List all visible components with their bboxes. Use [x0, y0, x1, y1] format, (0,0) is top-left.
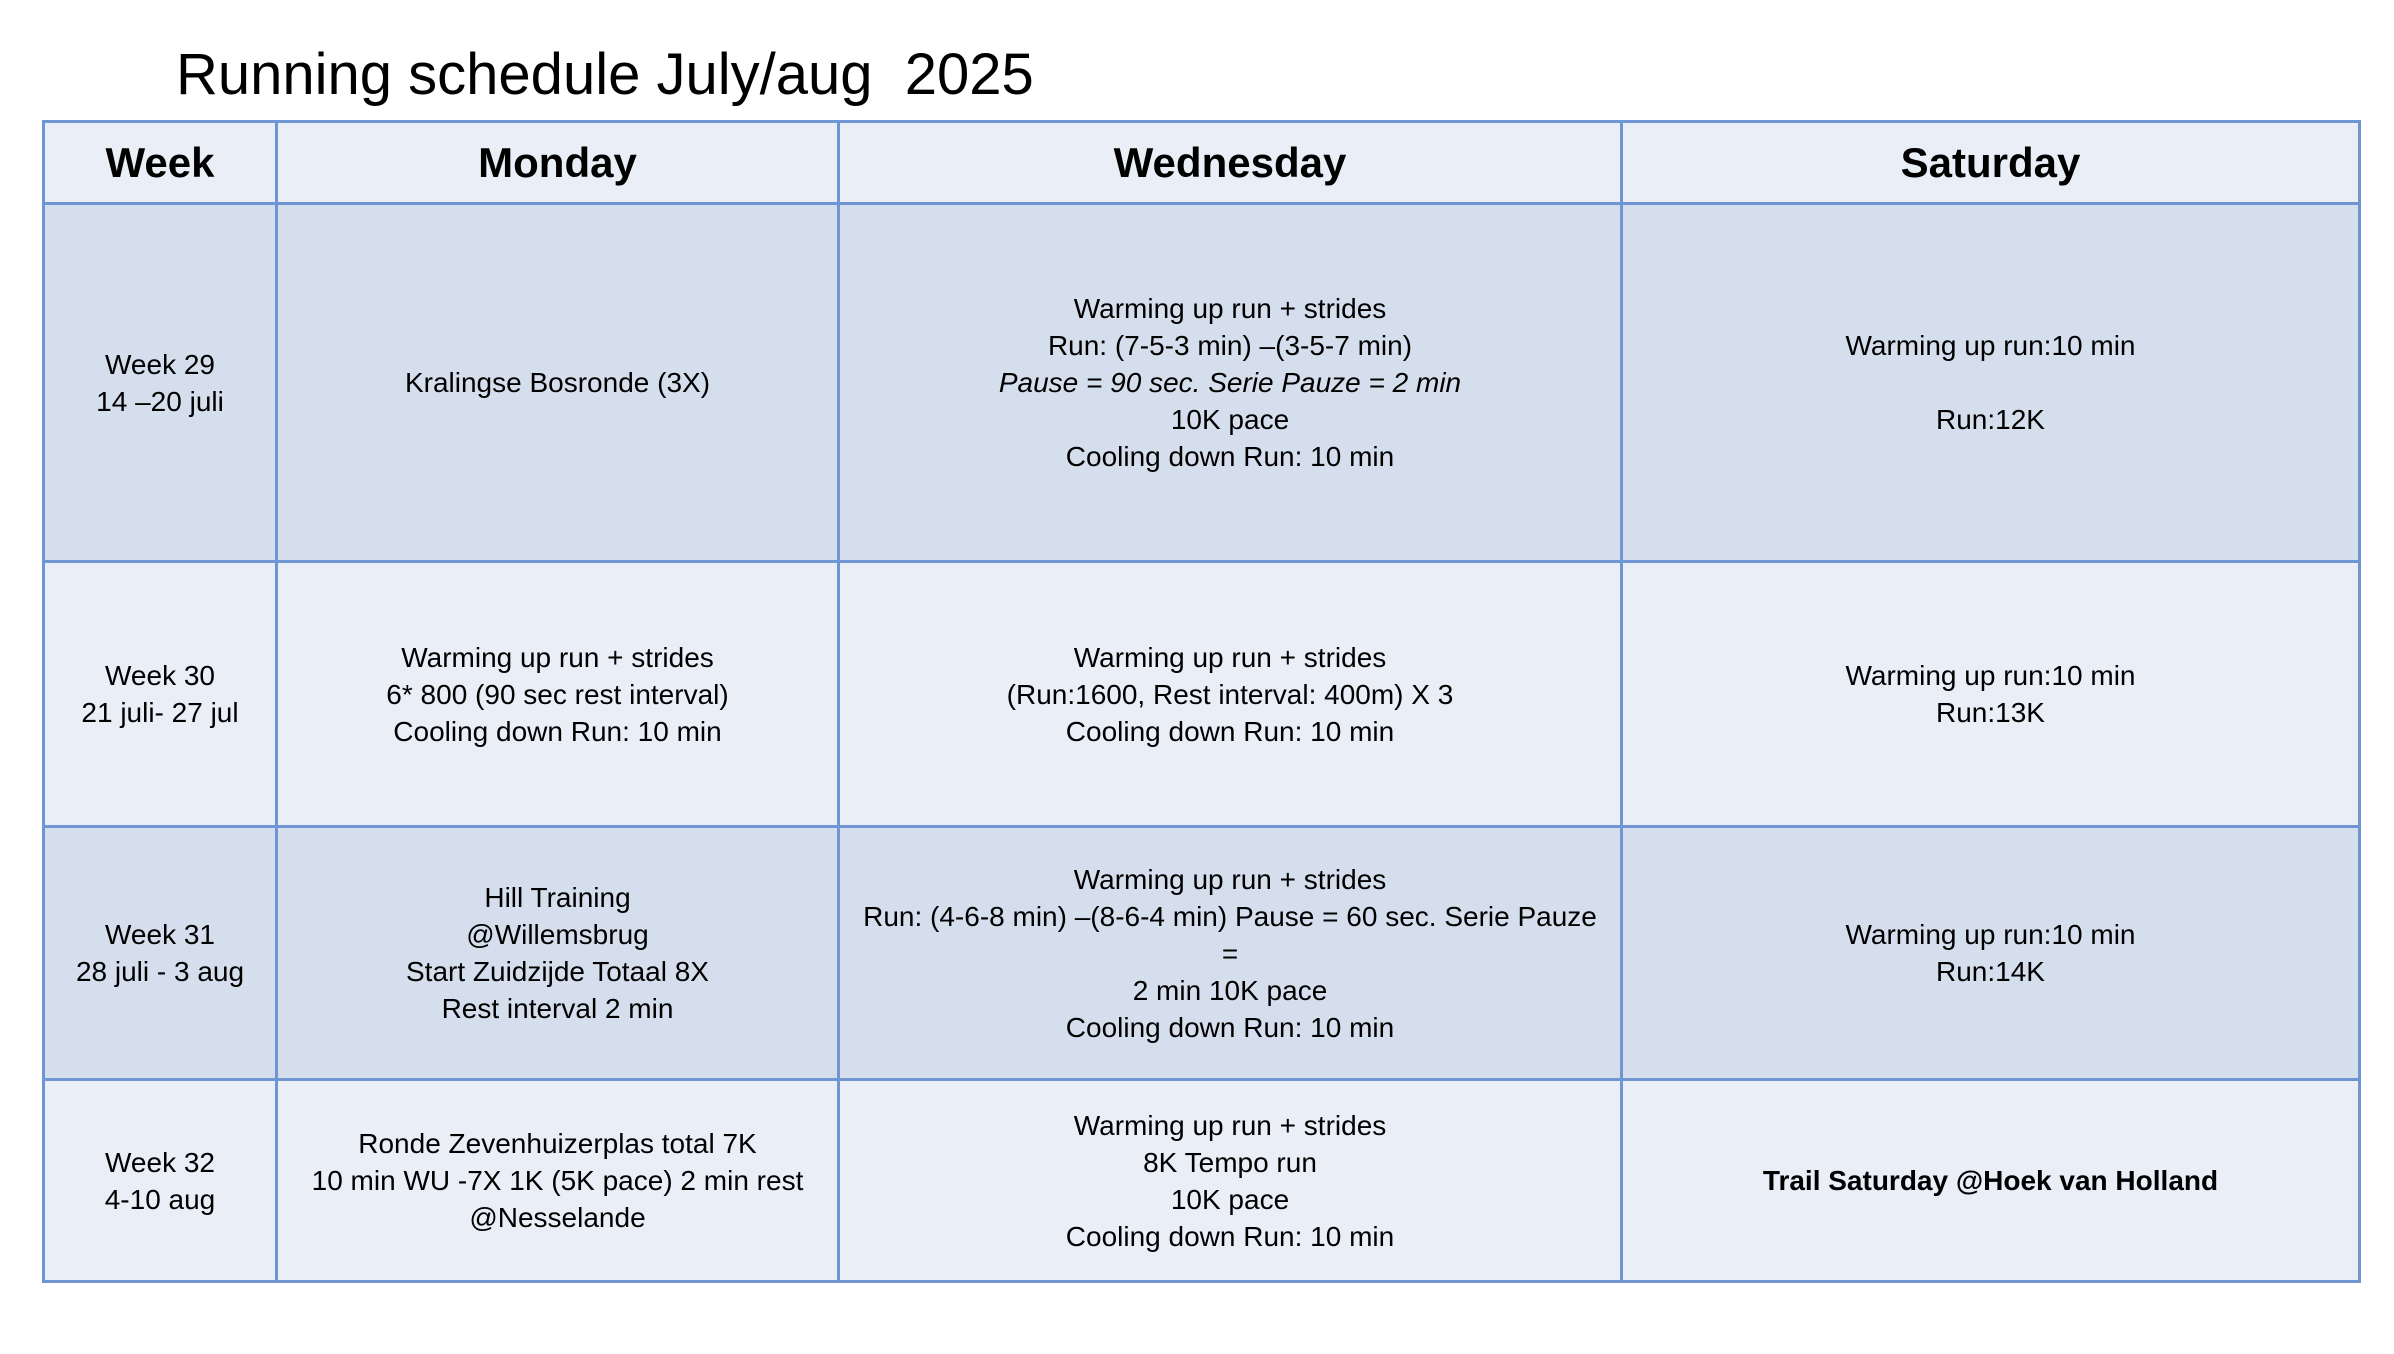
saturday-cell	[1622, 1080, 2360, 1282]
wednesday-cell	[839, 827, 1622, 1080]
workout-line: Cooling down Run: 10 min	[1065, 1220, 1395, 1252]
workout-line: Hill Training	[484, 882, 631, 913]
week-label: Week 30	[105, 660, 215, 691]
workout-line: 10K pace	[1170, 404, 1290, 435]
week-cell	[44, 1080, 277, 1282]
workout-line: Warming up run:10 min	[1845, 919, 2136, 950]
workout-line: Run:14K	[1936, 956, 2045, 987]
week-dates: 14 –20 juli	[96, 385, 224, 417]
workout-line: 10 min WU -7X 1K (5K pace) 2 min rest	[311, 1165, 804, 1196]
header-row	[44, 122, 2360, 204]
week-dates: 21 juli- 27 jul	[81, 697, 239, 728]
workout-line: @Nesselande	[469, 1202, 646, 1233]
workout-line: Run:12K	[1936, 404, 2045, 435]
workout-line: Start Zuidzijde Totaal 8X	[406, 956, 709, 987]
saturday-cell	[1622, 827, 2360, 1080]
workout-line: Warming up run + strides	[1073, 863, 1387, 895]
week-label: Week 32	[105, 1146, 215, 1178]
workout-line: Run: (4-6-8 min) –(8-6-4 min) Pause = 60 sec. Serie Pauze =	[863, 900, 1605, 969]
workout-line: Cooling down Run: 10 min	[1065, 1011, 1395, 1043]
monday-cell	[277, 1080, 839, 1282]
schedule-table	[42, 120, 2361, 1283]
workout-line: 6* 800 (90 sec rest interval)	[386, 678, 729, 710]
header-week: Week	[44, 122, 277, 204]
week-label: Week 29	[105, 348, 215, 380]
workout-line: Pause = 90 sec. Serie Pauze = 2 min	[998, 367, 1462, 398]
monday-cell	[277, 827, 839, 1080]
wednesday-cell	[839, 1080, 1622, 1282]
workout-line: Ronde Zevenhuizerplas total 7K	[358, 1128, 757, 1159]
workout-line: Warming up run + strides	[1073, 641, 1387, 673]
workout-line: Rest interval 2 min	[441, 993, 674, 1024]
week-cell	[44, 562, 277, 827]
workout-line: (Run:1600, Rest interval: 400m) X 3	[1006, 678, 1454, 710]
workout-line: Kralingse Bosronde (3X)	[404, 367, 711, 398]
workout-line: Warming up run + strides	[1073, 293, 1387, 324]
saturday-cell	[1622, 562, 2360, 827]
workout-line: Trail Saturday @Hoek van Holland	[1762, 1165, 2219, 1196]
header-wednesday: Wednesday	[839, 122, 1622, 204]
line-gap	[1635, 364, 2346, 401]
header-monday: Monday	[277, 122, 839, 204]
workout-line: Warming up run:10 min	[1845, 660, 2136, 691]
workout-line: Run:13K	[1936, 697, 2045, 728]
week-dates: 4-10 aug	[104, 1183, 216, 1215]
workout-line: 2 min 10K pace	[1132, 974, 1328, 1006]
saturday-cell	[1622, 204, 2360, 562]
workout-line: Run: (7-5-3 min) –(3-5-7 min)	[1047, 330, 1413, 361]
week-cell	[44, 204, 277, 562]
week-dates: 28 juli - 3 aug	[75, 956, 245, 987]
workout-line: Warming up run + strides	[401, 641, 714, 673]
workout-line: Cooling down Run: 10 min	[1065, 715, 1395, 747]
table-row	[44, 562, 2360, 827]
workout-line: Warming up run + strides	[1073, 1109, 1387, 1141]
wednesday-cell	[839, 562, 1622, 827]
workout-line: Cooling down Run: 10 min	[393, 715, 722, 747]
header-saturday: Saturday	[1622, 122, 2360, 204]
wednesday-cell	[839, 204, 1622, 562]
week-cell	[44, 827, 277, 1080]
monday-cell	[277, 204, 839, 562]
workout-line: 8K Tempo run	[1143, 1146, 1317, 1178]
workout-line: 10K pace	[1170, 1183, 1290, 1215]
workout-line: @Willemsbrug	[466, 919, 649, 950]
table-row	[44, 827, 2360, 1080]
monday-cell	[277, 562, 839, 827]
week-label: Week 31	[105, 919, 215, 950]
workout-line: Warming up run:10 min	[1845, 330, 2136, 361]
table-row	[44, 204, 2360, 562]
page-title: Running schedule July/aug 2025	[176, 42, 1034, 107]
table-row	[44, 1080, 2360, 1282]
workout-line: Cooling down Run: 10 min	[1065, 441, 1395, 472]
